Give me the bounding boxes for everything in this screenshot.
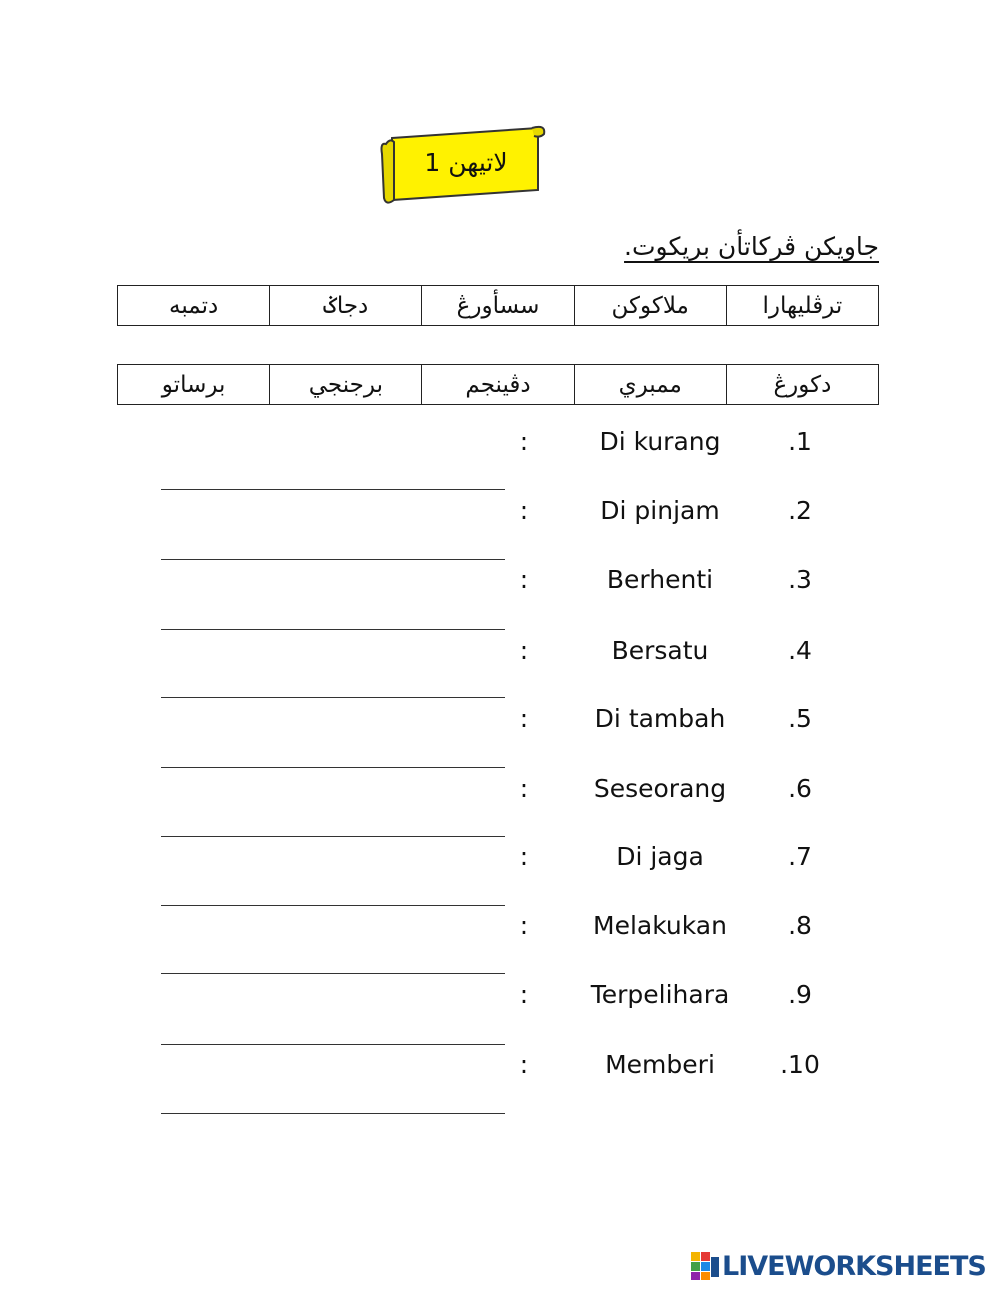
question-colon: :: [519, 636, 529, 665]
question-colon: :: [519, 842, 529, 871]
question-colon: :: [519, 565, 529, 594]
title-scroll-banner: [378, 124, 550, 204]
question-word: Berhenti: [606, 565, 714, 594]
word-bank-cell: ملاكوكن: [574, 286, 726, 326]
word-bank-cell: دكورڠ: [726, 365, 878, 405]
question-number: .9: [788, 980, 812, 1009]
question-colon: :: [519, 1050, 529, 1079]
question-row: [0, 631, 999, 671]
question-row: [0, 906, 999, 946]
question-colon: :: [519, 704, 529, 733]
question-colon: :: [519, 911, 529, 940]
question-word: Di kurang: [599, 427, 721, 456]
liveworksheets-mark-icon: [690, 1251, 720, 1281]
question-colon: :: [519, 496, 529, 525]
word-bank-cell: ممبري: [574, 365, 726, 405]
question-word: Terpelihara: [590, 980, 730, 1009]
question-word: Di pinjam: [600, 496, 720, 525]
question-row: [0, 699, 999, 739]
question-number: .10: [780, 1050, 820, 1079]
brand-name: LIVEWORKSHEETS: [722, 1250, 986, 1282]
worksheet-title: لاتيهن 1: [424, 147, 508, 177]
question-row: [0, 975, 999, 1015]
question-number: .6: [788, 774, 812, 803]
liveworksheets-logo: [690, 1248, 986, 1284]
question-number: .2: [788, 496, 812, 525]
answer-line[interactable]: [161, 973, 505, 974]
word-bank-cell: ترڤليهارا: [726, 286, 878, 326]
word-bank-row-1: [117, 285, 879, 326]
answer-line[interactable]: [161, 629, 505, 630]
question-colon: :: [519, 774, 529, 803]
word-bank-cell: سسأورڠ: [422, 286, 574, 326]
word-bank-cell: دجاݢ: [270, 286, 422, 326]
word-bank-cell: برجنجي: [270, 365, 422, 405]
question-number: .4: [788, 636, 812, 665]
question-row: [0, 422, 999, 462]
question-colon: :: [519, 427, 529, 456]
question-row: [0, 1045, 999, 1085]
instruction-text: جاويكن ڤركاتأن بريكوت.: [624, 232, 879, 261]
question-row: [0, 769, 999, 809]
question-word: Bersatu: [611, 636, 709, 665]
question-number: .5: [788, 704, 812, 733]
question-row: [0, 491, 999, 531]
answer-line[interactable]: [161, 697, 505, 698]
question-word: Di tambah: [594, 704, 726, 733]
answer-line[interactable]: [161, 1113, 505, 1114]
word-bank-cell: برساتو: [118, 365, 270, 405]
question-word: Melakukan: [593, 911, 727, 940]
question-number: .8: [788, 911, 812, 940]
answer-line[interactable]: [161, 767, 505, 768]
question-number: .7: [788, 842, 812, 871]
question-row: [0, 837, 999, 877]
question-row: [0, 560, 999, 600]
question-colon: :: [519, 980, 529, 1009]
question-word: Seseorang: [593, 774, 727, 803]
word-bank-row-2: [117, 364, 879, 405]
answer-line[interactable]: [161, 489, 505, 490]
word-bank-cell: دتمبه: [118, 286, 270, 326]
question-word: Di jaga: [616, 842, 704, 871]
question-word: Memberi: [605, 1050, 715, 1079]
word-bank-cell: دڤينجم: [422, 365, 574, 405]
question-number: .1: [788, 427, 812, 456]
question-number: .3: [788, 565, 812, 594]
